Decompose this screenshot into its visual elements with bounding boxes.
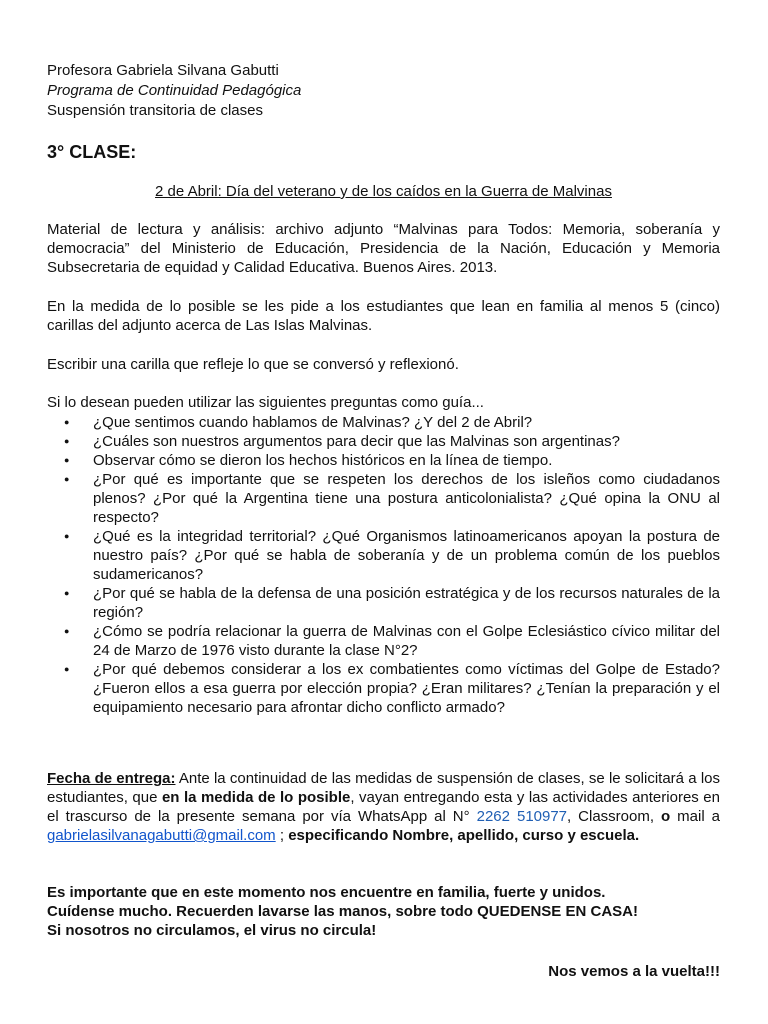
- question-item: ● ¿Que sentimos cuando hablamos de Malvinas? ¿Y del 2 de Abril?: [47, 413, 720, 432]
- question-item: ● ¿Cómo se podría relacionar la guerra de Malvinas con el Golpe Eclesiástico cívico militar del 24 de Marzo de 1976 visto durante la clase N°2?: [47, 622, 720, 660]
- delivery-text: , Classroom,: [567, 808, 662, 825]
- question-item: ● ¿Por qué es importante que se respeten los derechos de los isleños como ciudadanos plenos? ¿Por qué la Argentina tiene una postura anticolonialista? ¿Qué opina la ONU al respecto?: [47, 470, 720, 527]
- whatsapp-number: 2262 510977: [476, 808, 568, 825]
- teacher-name: Profesora Gabriela Silvana Gabutti: [47, 62, 279, 79]
- delivery-requirements: especificando Nombre, apellido, curso y escuela.: [288, 827, 640, 844]
- suspension-notice: Suspensión transitoria de clases: [47, 102, 263, 119]
- email-link[interactable]: gabrielasilvanagabutti@gmail.com: [47, 827, 276, 844]
- question-item: ● ¿Qué es la integridad territorial? ¿Qué Organismos latinoamericanos apoyan la postura de nuestro país? ¿Por qué se habla de soberanía y de un problema común de los pueblos sudamericanos?: [47, 527, 720, 584]
- writing-paragraph: Escribir una carilla que refleje lo que se conversó y reflexionó.: [47, 356, 459, 373]
- delivery-text: mail a: [670, 808, 720, 825]
- closing-line: Es importante que en este momento nos encuentre en familia, fuerte y unidos.: [47, 884, 606, 901]
- delivery-emphasis: en la medida de lo posible: [161, 789, 351, 806]
- material-paragraph: Material de lectura y análisis: archivo adjunto “Malvinas para Todos: Memoria, soberanía y democracia” del Ministerio de Educación, Presidencia de la Nación, Educación y Memoria Subsecretaria de equidad y Calidad Educativa. Buenos Aires. 2013.: [47, 221, 720, 276]
- closing-line: Cuídense mucho. Recuerden lavarse las manos, sobre todo QUEDENSE EN CASA!: [47, 903, 638, 920]
- delivery-label: Fecha de entrega:: [47, 770, 176, 787]
- farewell: Nos vemos a la vuelta!!!: [548, 963, 720, 980]
- class-title: 3° CLASE:: [47, 142, 137, 162]
- question-item: ● ¿Cuáles son nuestros argumentos para decir que las Malvinas son argentinas?: [47, 432, 720, 451]
- question-item: ● ¿Por qué se habla de la defensa de una posición estratégica y de los recursos naturales de la región?: [47, 584, 720, 622]
- questions-list: [47, 413, 720, 717]
- questions-intro: Si lo desean pueden utilizar las siguientes preguntas como guía...: [47, 394, 484, 411]
- document-subtitle: 2 de Abril: Día del veterano y de los caídos en la Guerra de Malvinas: [155, 183, 612, 200]
- delivery-text: Ante la continuidad de las medidas de suspensión de clases, se le solicitará a los estudiantes, que: [47, 770, 720, 806]
- question-item: ● ¿Por qué debemos considerar a los ex combatientes como víctimas del Golpe de Estado? ¿Fueron ellos a esa guerra por elección propia? ¿Eran militares? ¿Tenían la preparación y el equipamiento necesario para afrontar dicho conflicto armado?: [47, 660, 720, 717]
- reading-paragraph: En la medida de lo posible se les pide a los estudiantes que lean en familia al menos 5 (cinco) carillas del adjunto acerca de Las Islas Malvinas.: [47, 298, 720, 334]
- program-name: Programa de Continuidad Pedagógica: [47, 82, 302, 99]
- delivery-text: , vayan entregando esta y las actividades anteriores en el trascurso de la presente semana por vía WhatsApp al N°: [47, 789, 720, 825]
- delivery-emphasis: o: [661, 808, 671, 825]
- delivery-text: ;: [275, 827, 289, 844]
- closing-message: [47, 883, 720, 940]
- closing-line: Si nosotros no circulamos, el virus no circula!: [47, 922, 377, 939]
- question-item: ● Observar cómo se dieron los hechos históricos en la línea de tiempo.: [47, 451, 720, 470]
- delivery-paragraph: [47, 769, 720, 845]
